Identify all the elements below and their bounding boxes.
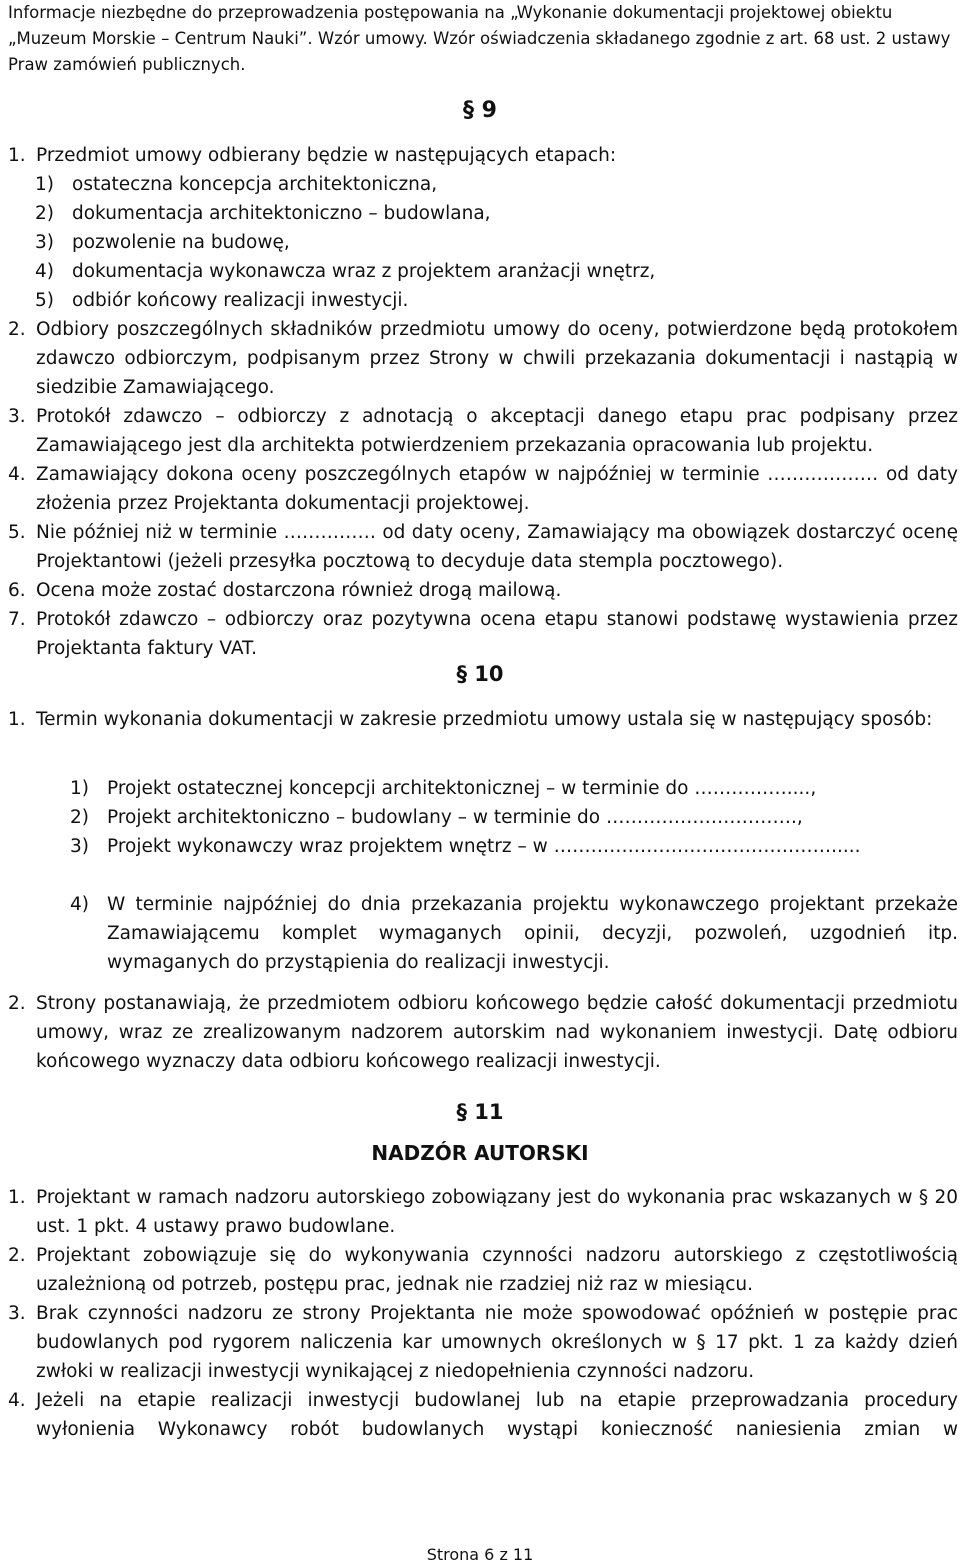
- section-9-heading: § 9: [463, 98, 497, 123]
- paragraph-number: 2.: [8, 993, 26, 1014]
- item-number: 2): [35, 203, 54, 224]
- item-text: pozwolenie na budowę,: [72, 232, 290, 253]
- s10-item-4: [70, 890, 958, 977]
- section-10-heading: § 10: [456, 662, 504, 686]
- item-number: 4): [70, 894, 89, 915]
- item-number: 2): [70, 807, 89, 828]
- item-number: 3): [35, 232, 54, 253]
- paragraph-text: Zamawiający dokona oceny poszczególnych etapów w najpóźniej w terminie ……………… od daty złożenia przez Projektanta dokumentacji projektowej.: [36, 464, 958, 514]
- s11-paragraph-1: [8, 1183, 958, 1241]
- item-text: dokumentacja wykonawcza wraz z projektem aranżacji wnętrz,: [72, 261, 656, 282]
- s11-paragraph-4: [8, 1386, 958, 1444]
- document-header: Informacje niezbędne do przeprowadzenia postępowania na „Wykonanie dokumentacji projektowej obiektu „Muzeum Morskie – Centrum Nauki”. Wzór umowy. Wzór oświadczenia składanego zgodnie z art. 68 ust. 2 ustawy Praw zamówień publicznych.: [8, 3, 951, 74]
- s9-paragraph-5: [8, 518, 958, 576]
- item-number: 1): [70, 778, 89, 799]
- s9-paragraph-1: [8, 141, 958, 170]
- paragraph-text: Nie później niż w terminie …………… od daty oceny, Zamawiający ma obowiązek dostarczyć ocenę Projektantowi (jeżeli przesyłka pocztową to decyduje data stempla pocztowego).: [36, 522, 958, 572]
- paragraph-number: 2.: [8, 1245, 26, 1266]
- s9-paragraph-3: [8, 402, 958, 460]
- s10-paragraph-2: [8, 989, 958, 1076]
- s11-paragraph-2: [8, 1241, 958, 1299]
- item-text: dokumentacja architektoniczno – budowlana,: [72, 203, 491, 224]
- paragraph-text: Projektant w ramach nadzoru autorskiego zobowiązany jest do wykonania prac wskazanych w § 20 ust. 1 pkt. 4 ustawy prawo budowlane.: [36, 1187, 958, 1237]
- s9-paragraph-2: [8, 315, 958, 402]
- item-number: 3): [70, 836, 89, 857]
- page-number-footer: Strona 6 z 11: [426, 1545, 534, 1564]
- paragraph-number: 3.: [8, 406, 26, 427]
- item-number: 4): [35, 261, 54, 282]
- s10-item-1: [70, 774, 958, 803]
- s9-p1-number: 1.: [8, 145, 26, 166]
- item-text: ostateczna koncepcja architektoniczna,: [72, 174, 438, 195]
- paragraph-text: Protokół zdawczo – odbiorczy oraz pozytywna ocena etapu stanowi podstawę wystawienia przez Projektanta faktury VAT.: [36, 609, 958, 659]
- item-number: 1): [35, 174, 54, 195]
- section-11-subtitle: NADZÓR AUTORSKI: [371, 1141, 589, 1165]
- s10-item-2: [70, 803, 958, 832]
- s10-item-3: [70, 832, 958, 861]
- paragraph-text: Odbiory poszczególnych składników przedmiotu umowy do oceny, potwierdzone będą protokołem zdawczo odbiorczym, podpisanym przez Strony w chwili przekazania dokumentacji i nastąpią w siedzibie Zamawiającego.: [36, 319, 958, 398]
- s9-p1-item-4: [35, 257, 958, 286]
- paragraph-text: Jeżeli na etapie realizacji inwestycji budowlanej lub na etapie przeprowadzania procedury wyłonienia Wykonawcy robót budowlanych wystąpi konieczność naniesienia zmian w: [36, 1390, 958, 1440]
- paragraph-number: 1.: [8, 1187, 26, 1208]
- paragraph-number: 7.: [8, 609, 26, 630]
- s11-paragraph-3: [8, 1299, 958, 1386]
- paragraph-number: 2.: [8, 319, 26, 340]
- item-text: Projekt ostatecznej koncepcji architektonicznej – w terminie do ……………....,: [107, 778, 817, 799]
- item-number: 5): [35, 290, 54, 311]
- paragraph-text: Ocena może zostać dostarczona również drogą mailową.: [36, 580, 562, 601]
- s9-p1-text: Przedmiot umowy odbierany będzie w następujących etapach:: [36, 145, 617, 166]
- item-text: odbiór końcowy realizacji inwestycji.: [72, 290, 409, 311]
- s9-p1-item-1: [35, 170, 958, 199]
- s9-paragraph-4: [8, 460, 958, 518]
- paragraph-number: 6.: [8, 580, 26, 601]
- s9-p1-item-5: [35, 286, 958, 315]
- s9-paragraph-6: [8, 576, 958, 605]
- s9-p1-item-3: [35, 228, 958, 257]
- section-11-heading: § 11: [456, 1100, 504, 1124]
- item-text: Projekt architektoniczno – budowlany – w terminie do ………………………….,: [107, 807, 803, 828]
- paragraph-number: 4.: [8, 464, 26, 485]
- paragraph-text: Brak czynności nadzoru ze strony Projektanta nie może spowodować opóźnień w postępie prac budowlanych pod rygorem naliczenia kar umownych określonych w § 17 pkt. 1 za każdy dzień zwłoki w realizacji inwestycji wynikającej z niedopełnienia czynności nadzoru.: [36, 1303, 958, 1382]
- paragraph-number: 5.: [8, 522, 26, 543]
- item-text: W terminie najpóźniej do dnia przekazania projektu wykonawczego projektant przekaże Zamawiającemu komplet wymaganych opinii, decyzji, pozwoleń, uzgodnień itp. wymaganych do przystąpienia do realizacji inwestycji.: [107, 894, 958, 973]
- paragraph-text: Strony postanawiają, że przedmiotem odbioru końcowego będzie całość dokumentacji przedmiotu umowy, wraz ze zrealizowanym nadzorem autorskim nad wykonaniem inwestycji. Datę odbioru końcowego wyznaczy data odbioru końcowego realizacji inwestycji.: [36, 993, 958, 1072]
- item-text: Projekt wykonawczy wraz projektem wnętrz – w ……………………………………….....: [107, 836, 861, 857]
- s10-paragraph-1: [8, 705, 958, 734]
- paragraph-number: 3.: [8, 1303, 26, 1324]
- paragraph-text: Projektant zobowiązuje się do wykonywania czynności nadzoru autorskiego z częstotliwością uzależnioną od potrzeb, postępu prac, jednak nie rzadziej niż raz w miesiącu.: [36, 1245, 958, 1295]
- paragraph-number: 1.: [8, 709, 26, 730]
- s9-paragraph-7: [8, 605, 958, 663]
- s9-p1-item-2: [35, 199, 958, 228]
- paragraph-number: 4.: [8, 1390, 26, 1411]
- paragraph-text: Protokół zdawczo – odbiorczy z adnotacją o akceptacji danego etapu prac podpisany przez Zamawiającego jest dla architekta potwierdzeniem przekazania opracowania lub projektu.: [36, 406, 958, 456]
- paragraph-text: Termin wykonania dokumentacji w zakresie przedmiotu umowy ustala się w następujący sposób:: [36, 709, 933, 730]
